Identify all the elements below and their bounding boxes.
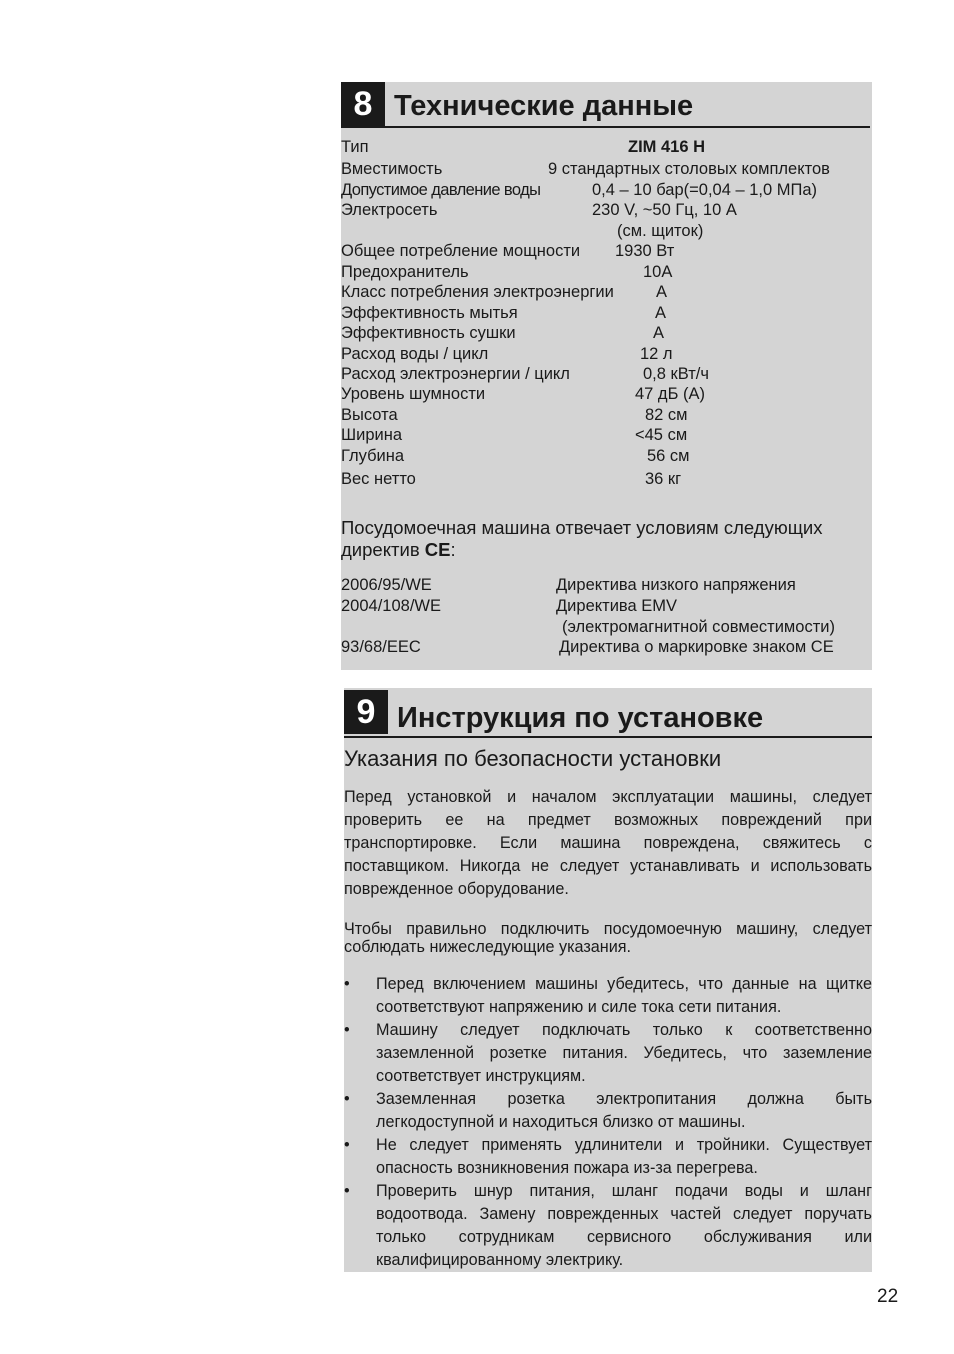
list-item <box>344 973 872 1019</box>
spec-value: 9 стандартных столовых комплектов <box>548 160 830 178</box>
spec-row-water-pressure <box>341 180 872 200</box>
spec-label: Высота <box>341 406 398 424</box>
spec-row-type <box>341 137 872 157</box>
list-item-text: Машину следует подключать только к соответственно заземленной розетке питания. Убедитесь, что заземление соответствует инструкциям. <box>376 1021 872 1085</box>
installation-panel <box>344 688 872 1272</box>
spec-row-noise-level <box>341 384 872 404</box>
technical-data-panel <box>341 82 872 670</box>
bullet-icon: • <box>344 975 350 993</box>
directive-code: 2004/108/WE <box>341 597 441 615</box>
paragraph: Чтобы правильно подключить посудомоечную машину, следует соблюдать нижеследующие указания. <box>344 920 872 956</box>
spec-value: <45 см <box>635 426 688 444</box>
section-header <box>341 82 870 128</box>
page-number: 22 <box>877 1286 899 1307</box>
paragraph: Перед установкой и началом эксплуатации машины, следует проверить ее на предмет возможных повреждений при транспортировке. Если машина повреждена, свяжитесь с поставщиком. Никогда не следует устанавливать и использовать поврежденное оборудование. <box>344 788 872 898</box>
spec-row-width <box>341 425 872 445</box>
spec-label: Тип <box>341 138 369 156</box>
directive-intro <box>341 517 872 561</box>
spec-value: 1930 Вт <box>615 242 675 260</box>
spec-value: 12 л <box>640 345 673 363</box>
spec-value: A <box>656 283 668 301</box>
spec-label: Класс потребления электроэнергии <box>341 283 614 301</box>
spec-label: Эффективность сушки <box>341 324 516 342</box>
bullet-list <box>344 973 872 1272</box>
spec-row-drying-efficiency <box>341 323 872 343</box>
bullet-icon: • <box>344 1136 350 1154</box>
spec-label: Расход воды / цикл <box>341 345 489 363</box>
list-item-text: Перед включением машины убедитесь, что данные на щитке соответствуют напряжению и силе тока сети питания. <box>376 975 872 1016</box>
spec-label: Ширина <box>341 426 403 444</box>
spec-value: 82 см <box>645 406 688 424</box>
directive-intro-ce: CE <box>424 539 451 560</box>
bullet-icon: • <box>344 1182 350 1200</box>
list-item-text: Не следует применять удлинители и тройники. Существует опасность возникновения пожара из-за перегрева. <box>376 1136 872 1177</box>
section-number-badge: 8 <box>341 82 385 126</box>
spec-label: Электросеть <box>341 201 438 219</box>
spec-label: Допустимое давление воды <box>341 181 541 199</box>
spec-row-height <box>341 405 872 425</box>
spec-label: Уровень шумности <box>341 385 486 403</box>
directive-text: Директива низкого напряжения <box>556 576 796 594</box>
spec-value: 47 дБ (A) <box>635 385 705 403</box>
directive-text: Директива EMV <box>556 597 678 615</box>
spec-row-washing-efficiency <box>341 303 872 323</box>
spec-value: A <box>653 324 665 342</box>
directive-text: (электромагнитной совместимости) <box>562 618 835 636</box>
spec-value: 0,8 кВт/ч <box>643 365 709 383</box>
spec-row-power-supply <box>341 200 872 220</box>
section-header <box>344 688 872 738</box>
spec-row-depth <box>341 446 872 466</box>
bullet-icon: • <box>344 1021 350 1039</box>
spec-label: Расход электроэнергии / цикл <box>341 365 570 383</box>
section-number-badge: 9 <box>344 690 388 734</box>
section-title: Инструкция по установке <box>397 702 764 734</box>
spec-value: 0,4 – 10 бар(=0,04 – 1,0 МПа) <box>592 181 818 199</box>
spec-label: Вместимость <box>341 160 443 178</box>
spec-label: Глубина <box>341 447 405 465</box>
spec-value: 230 V, ~50 Гц, 10 A <box>592 201 737 219</box>
list-item <box>344 1088 872 1134</box>
spec-row-net-weight <box>341 469 872 489</box>
list-item-text: Проверить шнур питания, шланг подачи воды и шланг водоотвода. Замену поврежденных частей следует поручать только сотрудникам сервисного обслуживания или квалифицированному электрику. <box>376 1182 872 1269</box>
directive-code: 93/68/EEC <box>341 638 421 656</box>
directive-code: 2006/95/WE <box>341 576 432 594</box>
subheading: Указания по безопасности установки <box>344 746 722 771</box>
spec-value-model: ZIM 416 H <box>628 138 706 156</box>
spec-row-power-supply-note <box>341 221 872 241</box>
spec-label: Предохранитель <box>341 263 469 281</box>
list-item <box>344 1180 872 1272</box>
spec-label: Эффективность мытья <box>341 304 518 322</box>
spec-value: (см. щиток) <box>617 222 704 240</box>
bullet-icon: • <box>344 1090 350 1108</box>
spec-row-power-consumption <box>341 241 872 261</box>
spec-row-capacity <box>341 159 872 179</box>
spec-value: A <box>655 304 667 322</box>
spec-label: Общее потребление мощности <box>341 242 581 260</box>
directive-intro-text: Посудомоечная машина отвечает условиям следующих директив <box>341 517 823 560</box>
spec-row-energy-consumption <box>341 364 872 384</box>
spec-value: 10A <box>643 263 673 281</box>
spec-value: 56 см <box>647 447 690 465</box>
section-title: Технические данные <box>394 90 694 122</box>
directive-intro-colon: : <box>450 539 456 560</box>
list-item <box>344 1134 872 1180</box>
spec-row-energy-class <box>341 282 872 302</box>
spec-label: Вес нетто <box>341 470 416 488</box>
spec-row-fuse <box>341 262 872 282</box>
list-item <box>344 1019 872 1088</box>
directive-text: Директива о маркировке знаком CE <box>559 638 834 656</box>
spec-value: 36 кг <box>645 470 682 488</box>
spec-row-water-consumption <box>341 344 872 364</box>
list-item-text: Заземленная розетка электропитания должна быть легкодоступной и находиться близко от машины. <box>376 1090 872 1131</box>
